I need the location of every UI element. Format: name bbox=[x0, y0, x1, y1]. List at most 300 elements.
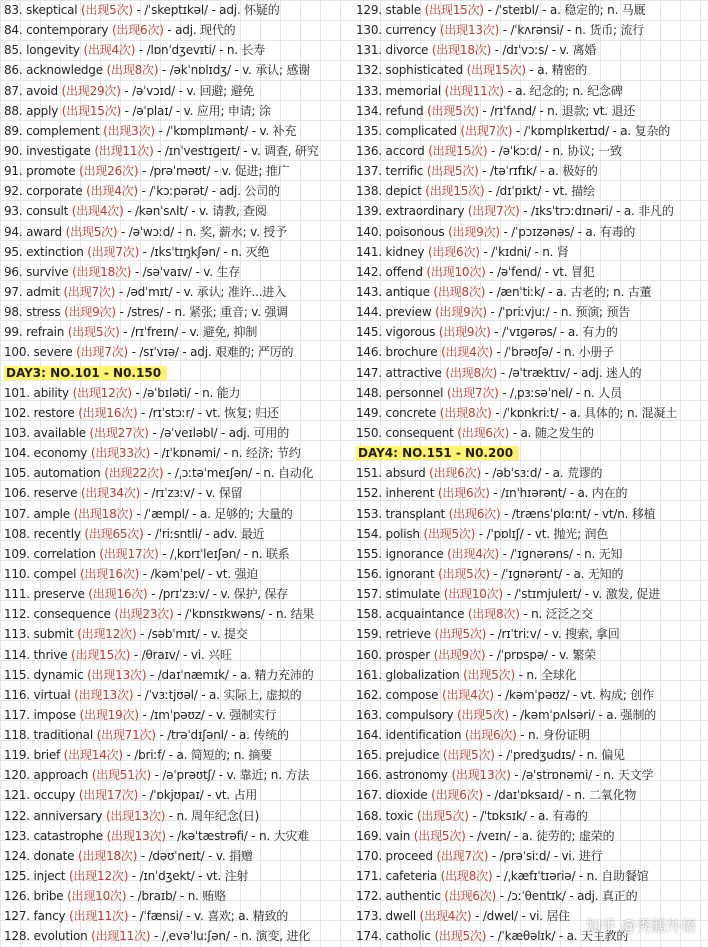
entry-number: 142. bbox=[356, 264, 382, 279]
entry-count: (出现29次) bbox=[61, 83, 121, 98]
entry-pronunciation: /ˈsteɪbl/ bbox=[495, 3, 539, 17]
vocab-entry: 131. divorce (出现18次) - /dɪˈvɔːs/ - v. 离婚 bbox=[356, 43, 597, 58]
vocab-entry: 92. corporate (出现4次) - /ˈkɔːpərət/ - adj. 公司的 bbox=[4, 184, 280, 199]
entry-number: 103. bbox=[4, 425, 30, 440]
entry-number: 151. bbox=[356, 466, 382, 481]
entry-count: (出现26次) bbox=[79, 164, 139, 179]
entry-count: (出现8次) bbox=[106, 63, 159, 78]
entry-count: (出现12次) bbox=[77, 627, 137, 642]
entry-definition: vi. 居住 bbox=[529, 909, 571, 924]
entry-count: (出现6次) bbox=[448, 506, 501, 521]
entry-number: 118. bbox=[4, 728, 30, 743]
entry-number: 133. bbox=[356, 83, 382, 98]
entry-number: 106. bbox=[4, 486, 30, 501]
entry-word: refrain bbox=[26, 325, 65, 340]
vocab-entry: 100. severe (出现7次) - /sɪˈvɪə/ - adj. 艰难的; 严厉的 bbox=[4, 345, 294, 360]
entry-pronunciation: /əˈvɔɪd/ bbox=[132, 83, 176, 98]
vocab-entry: 138. depict (出现15次) - /dɪˈpɪkt/ - vt. 描绘 bbox=[356, 184, 595, 199]
entry-definition: v. 补充 bbox=[259, 123, 297, 138]
entry-definition: adj. 迷人的 bbox=[581, 365, 642, 380]
vocab-entry: 156. ignorant (出现5次) - /ˈɪɡnərənt/ - a. 无知的 bbox=[356, 566, 624, 581]
entry-definition: a. 有毒的 bbox=[537, 808, 588, 823]
vocab-entry: 141. kidney (出现6次) - /ˈkɪdni/ - n. 肾 bbox=[356, 244, 569, 259]
entry-word: corporate bbox=[26, 184, 83, 199]
entry-pronunciation: /ænˈtiːk/ bbox=[496, 284, 545, 299]
entry-pronunciation: /əˈkɔːd/ bbox=[498, 143, 542, 158]
entry-definition: a. 实际上, 虚拟的 bbox=[208, 687, 302, 702]
entry-pronunciation: /əˈplaɪ/ bbox=[132, 103, 173, 118]
entry-pronunciation: /ˈfænsi/ bbox=[139, 909, 183, 924]
entry-definition: v. 承认; 准许...进入 bbox=[183, 284, 286, 299]
vocab-entry: 126. bribe (出现10次) - /braɪb/ - n. 贿赂 bbox=[4, 889, 226, 904]
entry-definition: v. 请教, 查阅 bbox=[199, 204, 267, 219]
entry-count: (出现12次) bbox=[68, 869, 129, 884]
entry-number: 84. bbox=[4, 23, 23, 38]
entry-word: brief bbox=[33, 748, 61, 763]
entry-definition: a. 足够的; 大量的 bbox=[199, 506, 293, 521]
entry-pronunciation: /rɪˈfreɪn/ bbox=[131, 325, 179, 340]
entry-pronunciation: /rɪˈstɔːr/ bbox=[148, 405, 195, 420]
entry-definition: vi. 兴旺 bbox=[190, 647, 232, 662]
entry-number: 93. bbox=[4, 204, 23, 219]
entry-pronunciation: /ˈstɪmjuleɪt/ bbox=[514, 587, 582, 602]
entry-word: inject bbox=[33, 869, 66, 884]
entry-definition: n. 预演; 预告 bbox=[560, 305, 631, 320]
entry-definition: n. 偏见 bbox=[586, 748, 625, 763]
entry-word: currency bbox=[385, 23, 437, 38]
entry-number: 168. bbox=[356, 808, 382, 823]
entry-pronunciation: /ˈkɔːpərət/ bbox=[149, 184, 209, 199]
entry-pronunciation: /ˈriːsntli/ bbox=[154, 526, 202, 541]
entry-word: retrieve bbox=[385, 627, 431, 642]
vocab-entry: 166. astronomy (出现13次) - /əˈstrɒnəmi/ - n. 天文学 bbox=[356, 768, 654, 783]
vocab-entry: 148. personnel (出现7次) - /ˌpɜːsəˈnel/ - n. 人员 bbox=[356, 385, 622, 400]
entry-pronunciation: /dɪˈpɪkt/ bbox=[495, 184, 542, 199]
entry-count: (出现8次) bbox=[433, 284, 486, 299]
entry-word: complicated bbox=[385, 123, 457, 138]
entry-count: (出现9次) bbox=[448, 224, 500, 239]
entry-word: economy bbox=[33, 446, 88, 461]
entry-count: (出现15次) bbox=[71, 647, 131, 662]
entry-pronunciation: /rɪˈtriːv/ bbox=[497, 627, 541, 642]
entry-number: 117. bbox=[4, 707, 30, 722]
vocab-entry: 93. consult (出现4次) - /kənˈsʌlt/ - v. 请教, 查阅 bbox=[4, 204, 267, 219]
entry-definition: v. 承认; 感谢 bbox=[242, 63, 311, 78]
entry-count: (出现15次) bbox=[424, 3, 484, 17]
entry-definition: n. 无知 bbox=[584, 546, 623, 561]
vocab-entry: 114. thrive (出现15次) - /θraɪv/ - vi. 兴旺 bbox=[4, 647, 232, 662]
vocab-entry: 107. ample (出现18次) - /ˈæmpl/ - a. 足够的; 大量的 bbox=[4, 506, 293, 521]
entry-number: 90. bbox=[4, 143, 23, 158]
entry-definition: v. 生存 bbox=[203, 264, 241, 279]
vocab-entry: 103. available (出现27次) - /əˈveɪləbl/ - adj. 可用的 bbox=[4, 425, 290, 440]
vocab-entry: 109. correlation (出现17次) - /ˌkɒrɪˈleɪʃən/ - n. 联系 bbox=[4, 546, 290, 561]
entry-count: (出现16次) bbox=[88, 587, 148, 602]
vocab-entry: 137. terrific (出现5次) - /təˈrɪfɪk/ - a. 极好的 bbox=[356, 164, 598, 179]
vocab-entry: 83. skeptical (出现5次) - /ˈskeptɪkəl/ - adj. 怀疑的 bbox=[4, 3, 280, 17]
vocab-entry: 105. automation (出现22次) - /ˌɔːtəˈmeɪʃən/ - n. 自动化 bbox=[4, 466, 314, 481]
entry-pronunciation: /ˌɔːtəˈmeɪʃən/ bbox=[174, 466, 252, 481]
entry-word: personnel bbox=[385, 385, 444, 400]
entry-word: consequence bbox=[33, 607, 111, 622]
entry-count: (出现8次) bbox=[467, 607, 520, 622]
entry-number: 128. bbox=[4, 929, 30, 944]
entry-number: 172. bbox=[356, 889, 382, 904]
entry-number: 83. bbox=[4, 3, 23, 17]
entry-count: (出现13次) bbox=[105, 808, 166, 823]
entry-count: (出现6次) bbox=[427, 244, 480, 259]
entry-count: (出现18次) bbox=[73, 506, 133, 521]
entry-pronunciation: /ˈpɒlɪʃ/ bbox=[486, 526, 524, 541]
entry-word: ignorance bbox=[385, 546, 444, 561]
entry-number: 94. bbox=[4, 224, 23, 239]
entry-definition: v. 离婚 bbox=[559, 43, 597, 58]
vocab-entry: 144. preview (出现9次) - /ˈpriːvjuː/ - n. 预演; 预告 bbox=[356, 305, 631, 320]
entry-number: 122. bbox=[4, 808, 30, 823]
entry-number: 164. bbox=[356, 728, 382, 743]
entry-number: 152. bbox=[356, 486, 382, 501]
vocab-entry: 122. anniversary (出现13次) - n. 周年纪念(日) bbox=[4, 808, 260, 823]
entry-definition: n. 天文学 bbox=[603, 768, 654, 783]
vocab-entry: 167. dioxide (出现6次) - /daɪˈɒksaɪd/ - n. 二氧化物 bbox=[356, 788, 637, 803]
entry-count: (出现14次) bbox=[63, 748, 123, 763]
entry-count: (出现7次) bbox=[467, 204, 520, 219]
vocab-entry: 142. offend (出现10次) - /əˈfend/ - vt. 冒犯 bbox=[356, 264, 595, 279]
day-header-text: DAY4: NO.151 - N0.200 bbox=[356, 446, 519, 460]
entry-word: attractive bbox=[385, 365, 442, 380]
entry-pronunciation: /ˈkɒmplɪkeɪtɪd/ bbox=[523, 123, 609, 138]
entry-pronunciation: /ˈkɒnsɪkwəns/ bbox=[184, 607, 265, 622]
entry-definition: a. 荒谬的 bbox=[552, 466, 603, 481]
vocab-entry: 98. stress (出现9次) - /stres/ - n. 紧张; 重音; v. 强调 bbox=[4, 305, 289, 320]
entry-count: (出现15次) bbox=[425, 184, 485, 199]
entry-word: concrete bbox=[385, 405, 437, 420]
entry-word: accord bbox=[385, 143, 425, 158]
entry-definition: vt/n. 移植 bbox=[601, 506, 656, 521]
entry-definition: v. 促进; 推广 bbox=[221, 164, 290, 179]
vocab-entry: 157. stimulate (出现10次) - /ˈstɪmjuleɪt/ - v. 激发, 促进 bbox=[356, 587, 661, 602]
entry-pronunciation: /daɪˈnæmɪk/ bbox=[157, 667, 229, 682]
entry-word: brochure bbox=[385, 345, 438, 360]
entry-word: restore bbox=[33, 405, 75, 420]
vocab-entry: 158. acquaintance (出现8次) - n. 泛泛之交 bbox=[356, 607, 593, 622]
vocab-entry: 168. toxic (出现5次) - /ˈtɒksɪk/ - a. 有毒的 bbox=[356, 808, 588, 823]
vocab-entry: 169. vain (出现5次) - /veɪn/ - a. 徒劳的; 虚荣的 bbox=[356, 828, 615, 843]
entry-count: (出现8次) bbox=[439, 405, 492, 420]
entry-count: (出现27次) bbox=[89, 425, 149, 440]
vocab-entry: 86. acknowledge (出现8次) - /əkˈnɒlɪdʒ/ - v. 承认; 感谢 bbox=[4, 63, 311, 78]
entry-count: (出现6次) bbox=[444, 889, 497, 904]
entry-pronunciation: /ˈkæθəlɪk/ bbox=[497, 929, 556, 944]
entry-definition: a. 有毒的 bbox=[585, 224, 636, 239]
vocab-entry: 85. longevity (出现4次) - /lɒnˈdʒevɪti/ - n. 长寿 bbox=[4, 43, 266, 58]
entry-definition: vt. 占用 bbox=[214, 788, 258, 803]
vocab-entry: 153. transplant (出现6次) - /trænsˈplɑːnt/ - vt/n. 移植 bbox=[356, 506, 656, 521]
entry-word: offend bbox=[385, 264, 423, 279]
vocab-entry: 128. evolution (出现11次) - /ˌevəˈluːʃən/ - n. 演变, 进化 bbox=[4, 929, 311, 944]
entry-pronunciation: /ˈɪɡnərəns/ bbox=[510, 546, 573, 561]
entry-definition: v. 捐赠 bbox=[215, 848, 253, 863]
entry-word: bribe bbox=[33, 889, 64, 904]
entry-word: promote bbox=[26, 164, 76, 179]
entry-word: dwell bbox=[385, 909, 417, 924]
vocab-entry: 172. authentic (出现6次) - /ɔːˈθentɪk/ - adj. 真正的 bbox=[356, 889, 638, 904]
entry-word: vain bbox=[385, 828, 411, 843]
entry-number: 161. bbox=[356, 667, 382, 682]
entry-count: (出现7次) bbox=[76, 345, 128, 360]
entry-definition: vt. 构成; 创作 bbox=[580, 687, 654, 702]
entry-pronunciation: /ɪmˈpəʊz/ bbox=[150, 707, 205, 722]
entry-count: (出现7次) bbox=[460, 123, 513, 138]
entry-count: (出现9次) bbox=[433, 647, 486, 662]
vocab-entry: 89. complement (出现3次) - /ˈkɒmplɪmənt/ - v. 补充 bbox=[4, 123, 297, 138]
entry-definition: n. 协议; 一致 bbox=[552, 143, 622, 158]
entry-number: 150. bbox=[356, 425, 382, 440]
entry-pronunciation: /kəmˈpel/ bbox=[150, 566, 205, 581]
entry-pronunciation: /braɪb/ bbox=[137, 889, 177, 904]
entry-pronunciation: /ˈpriːvjuː/ bbox=[498, 305, 550, 320]
entry-word: prejudice bbox=[385, 748, 440, 763]
entry-number: 140. bbox=[356, 224, 382, 239]
entry-word: impose bbox=[33, 707, 76, 722]
entry-definition: a. 稳定的; n. 马厩 bbox=[549, 3, 646, 17]
entry-word: identification bbox=[385, 728, 462, 743]
entry-word: sophisticated bbox=[385, 63, 464, 78]
entry-definition: v. 搜索, 拿回 bbox=[551, 627, 620, 642]
entry-pronunciation: /səˈvaɪv/ bbox=[142, 264, 192, 279]
entry-pronunciation: /ˌevəˈluːʃən/ bbox=[161, 929, 230, 944]
entry-pronunciation: /ˌkæfɪˈtɪəriə/ bbox=[503, 869, 576, 884]
entry-number: 137. bbox=[356, 164, 382, 179]
entry-definition: n. 全球化 bbox=[526, 667, 577, 682]
entry-definition: n. 自助餐馆 bbox=[586, 869, 649, 884]
vocab-entry: 113. submit (出现12次) - /səbˈmɪt/ - v. 提交 bbox=[4, 627, 248, 642]
entry-word: automation bbox=[33, 466, 101, 481]
entry-definition: v. 繁荣 bbox=[559, 647, 596, 662]
entry-pronunciation: /ˈpredʒudɪs/ bbox=[506, 748, 576, 763]
entry-pronunciation: /ɪksˈtɪŋkʃən/ bbox=[150, 244, 220, 259]
vocab-entry: 112. consequence (出现23次) - /ˈkɒnsɪkwəns/ - n. 结果 bbox=[4, 607, 315, 622]
entry-word: refund bbox=[385, 103, 424, 118]
entry-number: 116. bbox=[4, 687, 30, 702]
entry-number: 173. bbox=[356, 909, 382, 924]
entry-number: 123. bbox=[4, 828, 30, 843]
vocab-entry: 125. inject (出现12次) - /ɪnˈdʒekt/ - vt. 注射 bbox=[4, 869, 249, 884]
entry-number: 144. bbox=[356, 305, 382, 320]
entry-number: 111. bbox=[4, 587, 30, 602]
entry-word: dioxide bbox=[385, 788, 428, 803]
entry-number: 86. bbox=[4, 63, 23, 78]
entry-count: (出现18次) bbox=[72, 264, 132, 279]
entry-number: 115. bbox=[4, 667, 30, 682]
entry-pronunciation: /kəmˈpʌlsəri/ bbox=[520, 707, 595, 722]
entry-pronunciation: /ˌpɜːsəˈnel/ bbox=[510, 385, 573, 400]
entry-pronunciation: /ɔːˈθentɪk/ bbox=[507, 889, 566, 904]
entry-count: (出现6次) bbox=[464, 728, 517, 743]
vocab-entry: 159. retrieve (出现5次) - /rɪˈtriːv/ - v. 搜索, 拿回 bbox=[356, 627, 620, 642]
entry-word: compose bbox=[385, 687, 439, 702]
vocab-entry: 99. refrain (出现5次) - /rɪˈfreɪn/ - v. 避免, 抑制 bbox=[4, 325, 258, 340]
entry-word: inherent bbox=[385, 486, 435, 501]
entry-word: globalization bbox=[385, 667, 460, 682]
entry-pronunciation: /dwel/ bbox=[482, 909, 518, 924]
entry-count: (出现7次) bbox=[63, 284, 116, 299]
entry-definition: n. 长寿 bbox=[226, 43, 266, 58]
entry-definition: v. 强制实行 bbox=[216, 707, 277, 722]
entry-definition: n. 奖, 薪水; v. 授予 bbox=[185, 224, 287, 239]
vocab-entry: 106. reserve (出现34次) - /rɪˈzɜːv/ - v. 保留 bbox=[4, 486, 243, 501]
entry-pronunciation: /ɪˈkɒnəmi/ bbox=[161, 446, 220, 461]
vocab-entry: 164. identification (出现6次) - n. 身份证明 bbox=[356, 728, 590, 743]
entry-word: contemporary bbox=[26, 23, 109, 38]
vocab-entry: 87. avoid (出现29次) - /əˈvɔɪd/ - v. 回避; 避免 bbox=[4, 83, 255, 98]
entry-definition: a. 古老的; n. 古董 bbox=[555, 284, 652, 299]
entry-definition: v. 保护, 保存 bbox=[220, 587, 289, 602]
entry-count: (出现13次) bbox=[87, 667, 147, 682]
entry-count: (出现71次) bbox=[96, 728, 156, 743]
entry-definition: v. 回避; 避免 bbox=[186, 83, 255, 98]
entry-word: absurd bbox=[385, 466, 426, 481]
entry-word: memorial bbox=[385, 83, 442, 98]
entry-count: (出现4次) bbox=[83, 43, 136, 58]
entry-word: stimulate bbox=[385, 587, 441, 602]
entry-count: (出现18次) bbox=[77, 848, 138, 863]
entry-word: evolution bbox=[33, 929, 88, 944]
entry-number: 102. bbox=[4, 405, 30, 420]
entry-word: consequent bbox=[385, 425, 454, 440]
vocab-entry: 123. catastrophe (出现13次) - /kəˈtæstrəfi/ - n. 大灾难 bbox=[4, 828, 309, 843]
entry-pronunciation: /veɪn/ bbox=[476, 828, 511, 843]
day-header bbox=[356, 443, 706, 463]
entry-definition: adj. 真正的 bbox=[577, 889, 638, 904]
entry-number: 108. bbox=[4, 526, 30, 541]
entry-definition: vt. 冒犯 bbox=[552, 264, 595, 279]
entry-count: (出现10次) bbox=[426, 264, 486, 279]
entry-word: astronomy bbox=[385, 768, 448, 783]
entry-definition: a. 纪念的; n. 纪念碑 bbox=[515, 83, 623, 98]
vocab-entry: 162. compose (出现4次) - /kəmˈpəʊz/ - vt. 构成; 创作 bbox=[356, 687, 654, 702]
entry-number: 121. bbox=[4, 788, 30, 803]
entry-number: 170. bbox=[356, 848, 382, 863]
entry-number: 85. bbox=[4, 43, 23, 58]
entry-count: (出现5次) bbox=[67, 325, 120, 340]
entry-word: divorce bbox=[385, 43, 429, 58]
entry-definition: n. 联系 bbox=[251, 546, 290, 561]
entry-definition: n. 灭绝 bbox=[230, 244, 270, 259]
entry-definition: a. 精力充沛的 bbox=[240, 667, 314, 682]
entry-word: terrific bbox=[385, 164, 424, 179]
entry-number: 147. bbox=[356, 365, 382, 380]
vocab-entry: 115. dynamic (出现13次) - /daɪˈnæmɪk/ - a. 精力充沛的 bbox=[4, 667, 314, 682]
entry-word: donate bbox=[33, 848, 75, 863]
entry-number: 135. bbox=[356, 123, 382, 138]
entry-number: 143. bbox=[356, 284, 382, 299]
entry-word: poisonous bbox=[385, 224, 445, 239]
entry-definition: n. 小册子 bbox=[563, 345, 614, 360]
entry-number: 88. bbox=[4, 103, 23, 118]
entry-count: (出现5次) bbox=[434, 627, 487, 642]
entry-definition: v. 激发, 促进 bbox=[592, 587, 661, 602]
entry-pronunciation: /ɪnˈdʒekt/ bbox=[139, 869, 195, 884]
vocab-entry: 139. extraordinary (出现7次) - /ɪksˈtrɔːdɪnəri/ - a. 非凡的 bbox=[356, 204, 674, 219]
vocab-entry: 160. prosper (出现9次) - /ˈprɒspə/ - v. 繁荣 bbox=[356, 647, 596, 662]
vocab-entry: 143. antique (出现8次) - /ænˈtiːk/ - a. 古老的; n. 古董 bbox=[356, 284, 652, 299]
vocab-entry: 135. complicated (出现7次) - /ˈkɒmplɪkeɪtɪd/ - a. 复杂的 bbox=[356, 123, 671, 138]
entry-word: consult bbox=[26, 204, 69, 219]
entry-definition: a. 极好的 bbox=[547, 164, 598, 179]
entry-count: (出现13次) bbox=[106, 828, 166, 843]
entry-number: 145. bbox=[356, 325, 382, 340]
entry-definition: n. 大灾难 bbox=[258, 828, 309, 843]
vocab-entry: 88. apply (出现15次) - /əˈplaɪ/ - v. 应用; 申请; 涂 bbox=[4, 103, 271, 118]
vocab-entry: 174. catholic (出现5次) - /ˈkæθəlɪk/ - a. 天主教的 bbox=[356, 929, 629, 944]
entry-number: 119. bbox=[4, 748, 30, 763]
entry-word: authentic bbox=[385, 889, 441, 904]
entry-word: skeptical bbox=[26, 3, 78, 17]
entry-definition: vi. 进行 bbox=[561, 848, 603, 863]
vocab-entry: 116. virtual (出现13次) - /ˈvɜːtjʊəl/ - a. 实际上, 虚拟的 bbox=[4, 687, 302, 702]
entry-word: ample bbox=[33, 506, 70, 521]
entry-definition: n. 紧张; 重音; v. 强调 bbox=[174, 305, 289, 320]
entry-count: (出现65次) bbox=[84, 526, 144, 541]
entry-pronunciation: /ˈskeptɪkəl/ bbox=[144, 3, 208, 17]
entry-number: 96. bbox=[4, 264, 23, 279]
entry-pronunciation: /sɪˈvɪə/ bbox=[139, 345, 179, 360]
entry-pronunciation: /əˈwɔːd/ bbox=[128, 224, 175, 239]
entry-count: (出现22次) bbox=[104, 466, 164, 481]
entry-pronunciation: /ˈvɪɡərəs/ bbox=[502, 325, 557, 340]
entry-pronunciation: /ˈprɒspə/ bbox=[496, 647, 548, 662]
entry-pronunciation: /ɪksˈtrɔːdɪnəri/ bbox=[531, 204, 613, 219]
entry-count: (出现11次) bbox=[91, 929, 151, 944]
entry-definition: n. 二氧化物 bbox=[574, 788, 637, 803]
entry-word: longevity bbox=[26, 43, 80, 58]
entry-number: 97. bbox=[4, 284, 23, 299]
entry-count: (出现11次) bbox=[444, 83, 504, 98]
entry-word: toxic bbox=[385, 808, 414, 823]
vocab-entry: 129. stable (出现15次) - /ˈsteɪbl/ - a. 稳定的; n. 马厩 bbox=[356, 3, 646, 17]
vocab-entry: 124. donate (出现18次) - /dəʊˈneɪt/ - v. 捐赠 bbox=[4, 848, 253, 863]
entry-count: (出现16次) bbox=[79, 566, 140, 581]
entry-number: 92. bbox=[4, 184, 23, 199]
entry-number: 114. bbox=[4, 647, 30, 662]
entry-word: prosper bbox=[385, 647, 430, 662]
vocab-entry: 133. memorial (出现11次) - a. 纪念的; n. 纪念碑 bbox=[356, 83, 623, 98]
entry-number: 159. bbox=[356, 627, 382, 642]
entry-definition: n. 演变, 进化 bbox=[241, 929, 311, 944]
entry-word: traditional bbox=[33, 728, 93, 743]
entry-word: vigorous bbox=[385, 325, 436, 340]
vocab-entry: 134. refund (出现5次) - /rɪˈfʌnd/ - n. 退款; vt. 退还 bbox=[356, 103, 636, 118]
entry-word: proceed bbox=[385, 848, 433, 863]
entry-word: apply bbox=[26, 103, 59, 118]
entry-number: 141. bbox=[356, 244, 382, 259]
entry-word: extinction bbox=[26, 244, 84, 259]
vocab-entry: 154. polish (出现5次) - /ˈpɒlɪʃ/ - vt. 抛光; 润色 bbox=[356, 526, 609, 541]
entry-count: (出现19次) bbox=[79, 707, 139, 722]
vocab-entry: 111. preserve (出现16次) - /prɪˈzɜːv/ - v. 保护, 保存 bbox=[4, 587, 289, 602]
vocab-entry: 163. compulsory (出现5次) - /kəmˈpʌlsəri/ - a. 强制的 bbox=[356, 707, 657, 722]
entry-pronunciation: /prəˈməʊt/ bbox=[149, 164, 211, 179]
entry-count: (出现6次) bbox=[457, 425, 510, 440]
entry-count: (出现51次) bbox=[91, 768, 151, 783]
entry-definition: v. 保留 bbox=[205, 486, 243, 501]
entry-count: (出现7次) bbox=[87, 244, 140, 259]
entry-pronunciation: /ˈvɜːtjʊəl/ bbox=[144, 687, 198, 702]
vocab-entry: 132. sophisticated (出现15次) - a. 精密的 bbox=[356, 63, 588, 78]
left-column bbox=[4, 0, 352, 947]
entry-pronunciation: /ˈkɒnkriːt/ bbox=[503, 405, 559, 420]
